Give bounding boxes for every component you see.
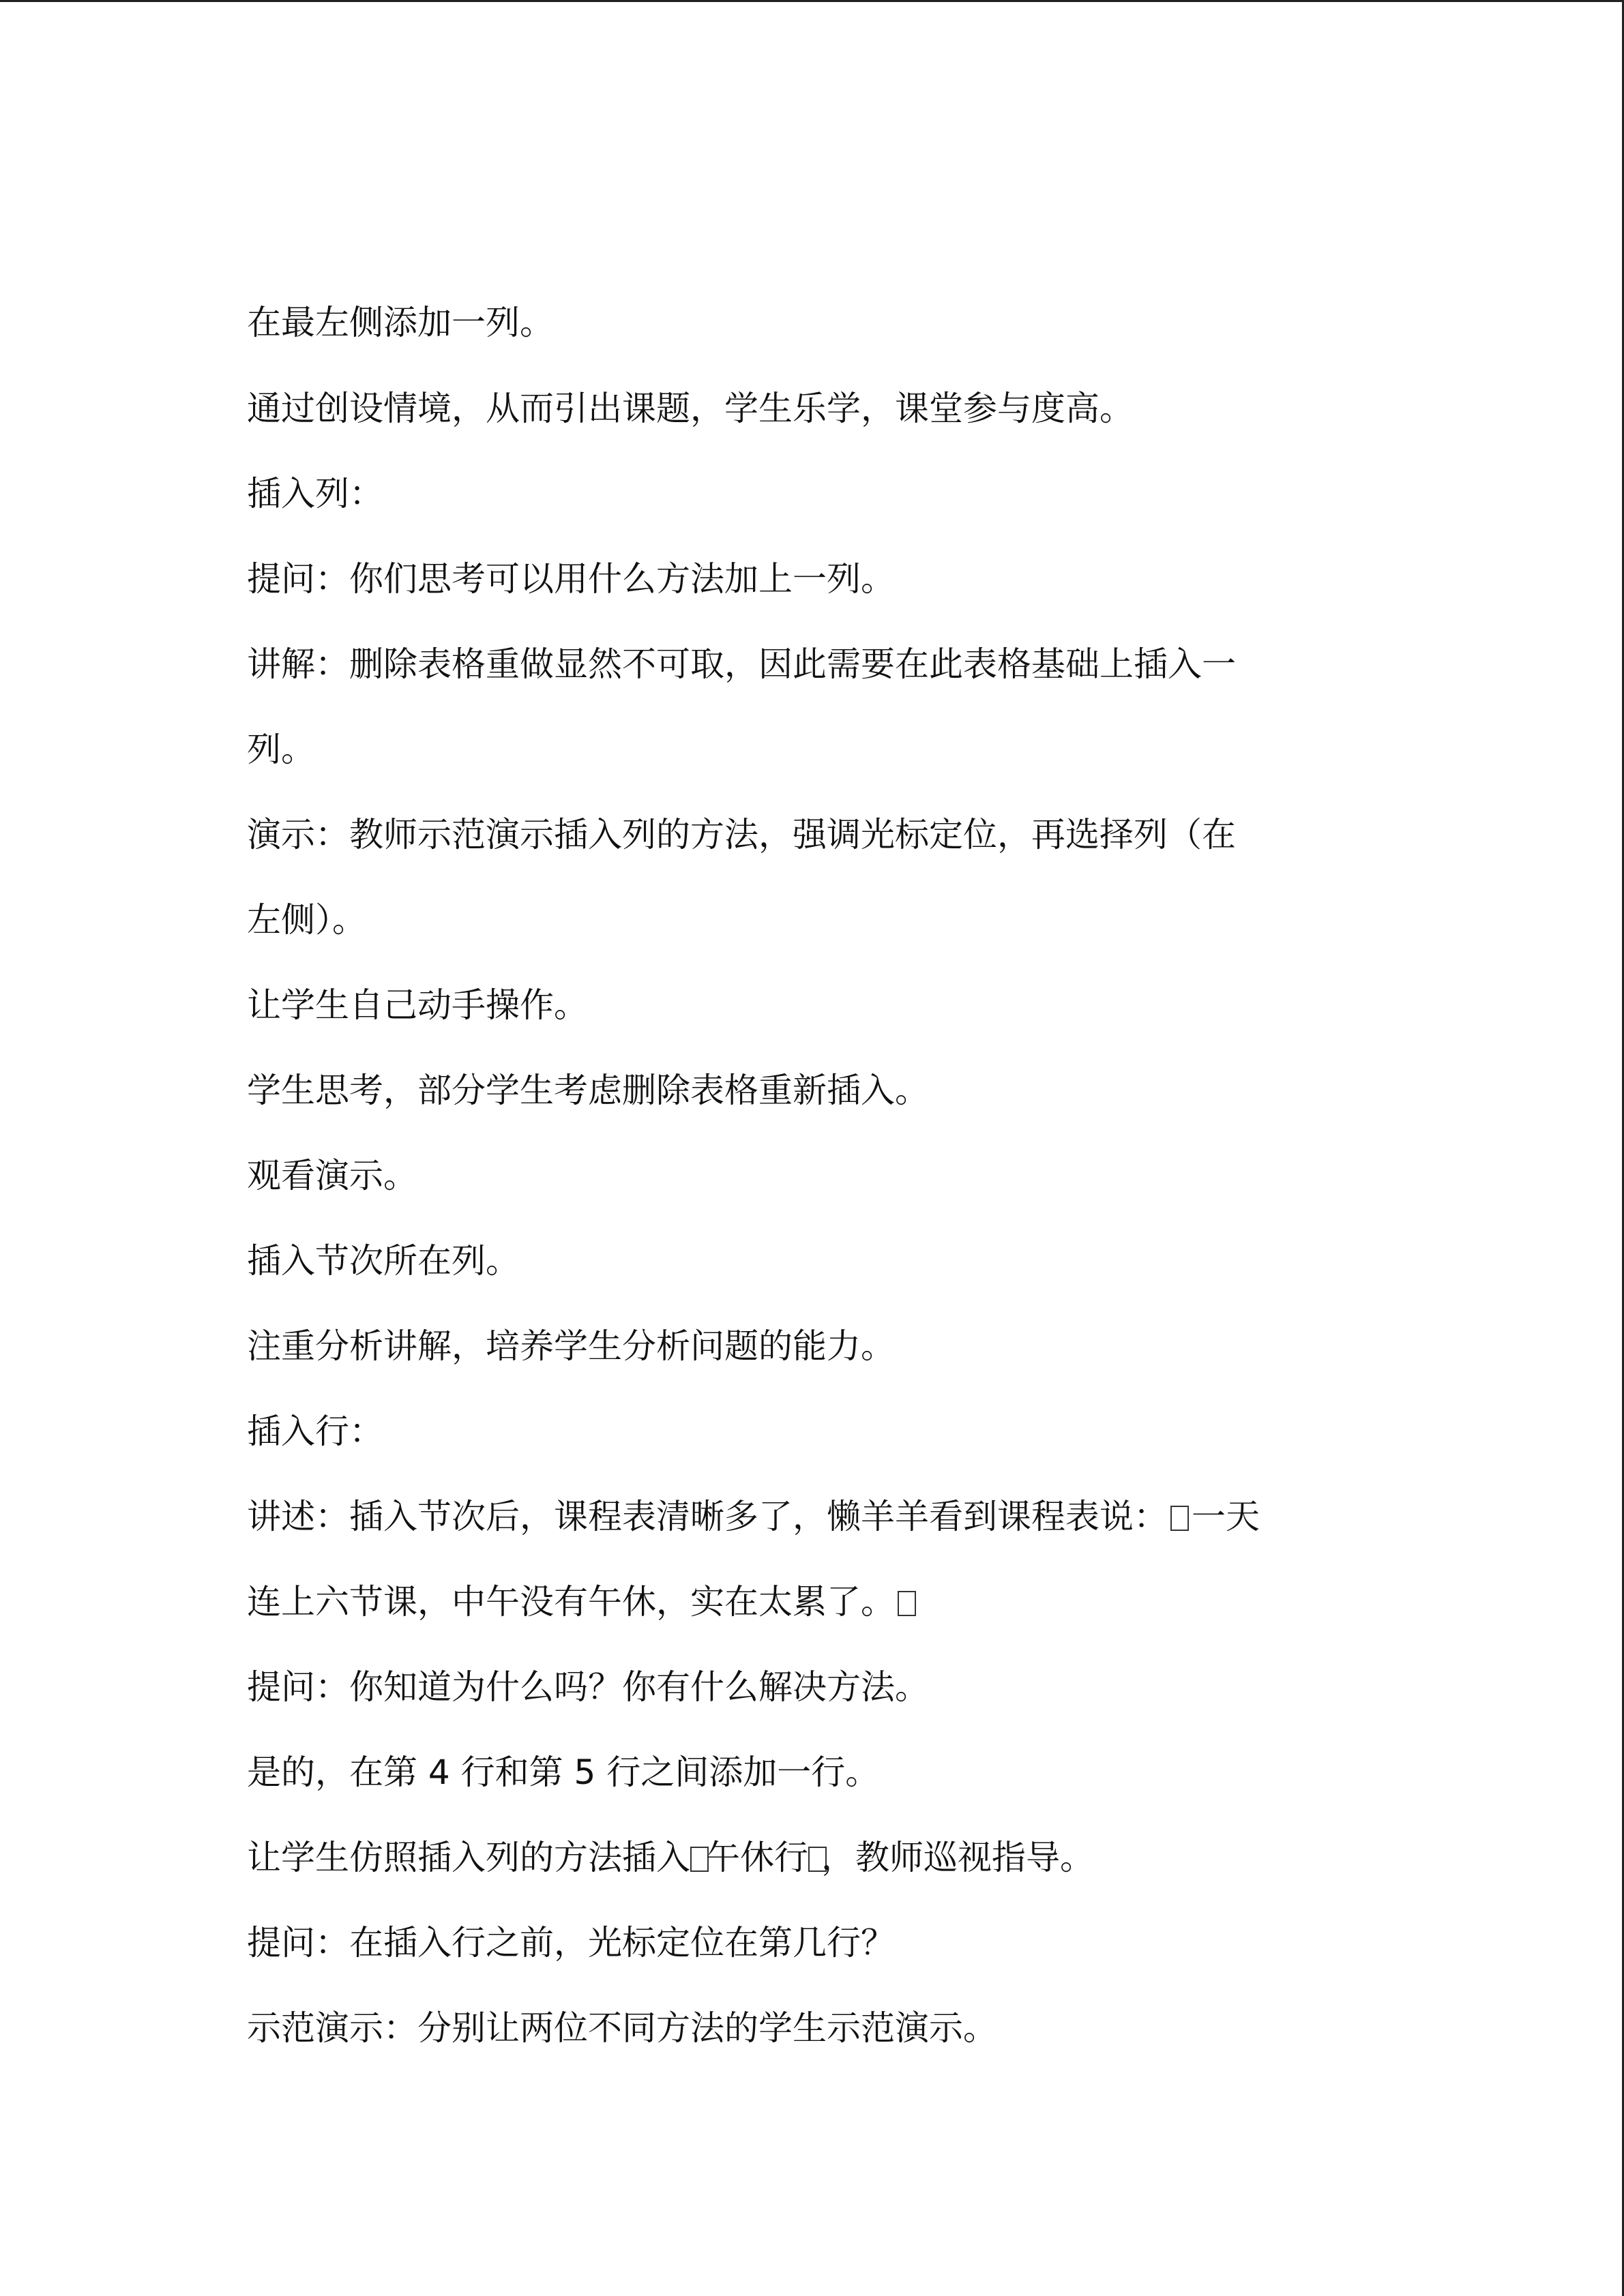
text-line: 注重分析讲解，培养学生分析问题的能力。 [247,1326,895,1366]
text-line: 示范演示：分别让两位不同方法的学生示范演示。 [247,2008,997,2048]
text-line: 提问：你们思考可以用什么方法加上一列。 [247,559,895,599]
text-segment: ，教师巡视指导。 [821,1838,1094,1877]
text-segment: 连上六节课，中午没有午休，实在太累了。 [247,1582,895,1622]
text-line: 插入节次所在列。 [247,1241,520,1281]
text-line: 观看演示。 [247,1156,417,1195]
text-line [247,1837,1094,1878]
text-segment: 一天 [1192,1497,1260,1536]
text-line: 通过创设情境，从而引出课题，学生乐学，课堂参与度高。 [247,389,1134,428]
text-line: 在最左侧添加一列。 [247,303,554,342]
text-line: 是的，在第 4 行和第 5 行之间添加一行。 [247,1753,880,1792]
text-segment: 讲述：插入节次后，课程表清晰多了，懒羊羊看到课程表说： [247,1497,1168,1536]
text-line: 列。 [247,730,315,769]
section-heading: 插入列： [247,474,383,513]
section-heading: 插入行： [247,1412,383,1451]
text-line: 让学生自己动手操作。 [247,985,588,1025]
text-line: 提问：你知道为什么吗？你有什么解决方法。 [247,1667,929,1707]
text-line: 学生思考，部分学生考虑删除表格重新插入。 [247,1071,929,1110]
missing-glyph-box [898,1591,916,1616]
missing-glyph-box [1170,1506,1189,1531]
text-line: 提问：在插入行之前，光标定位在第几行？ [247,1923,895,1963]
text-line: 讲解：删除表格重做显然不可取，因此需要在此表格基础上插入一 [247,644,1236,684]
text-segment: 午休行 [706,1838,808,1877]
text-line [247,1581,919,1622]
text-segment: 让学生仿照插入列的方法插入 [247,1838,690,1877]
text-line: 左侧）。 [247,900,366,940]
text-line: 演示：教师示范演示插入列的方法，强调光标定位，再选择列（在 [247,815,1236,854]
page-border-top [0,0,1624,2]
text-line [247,1496,1260,1537]
